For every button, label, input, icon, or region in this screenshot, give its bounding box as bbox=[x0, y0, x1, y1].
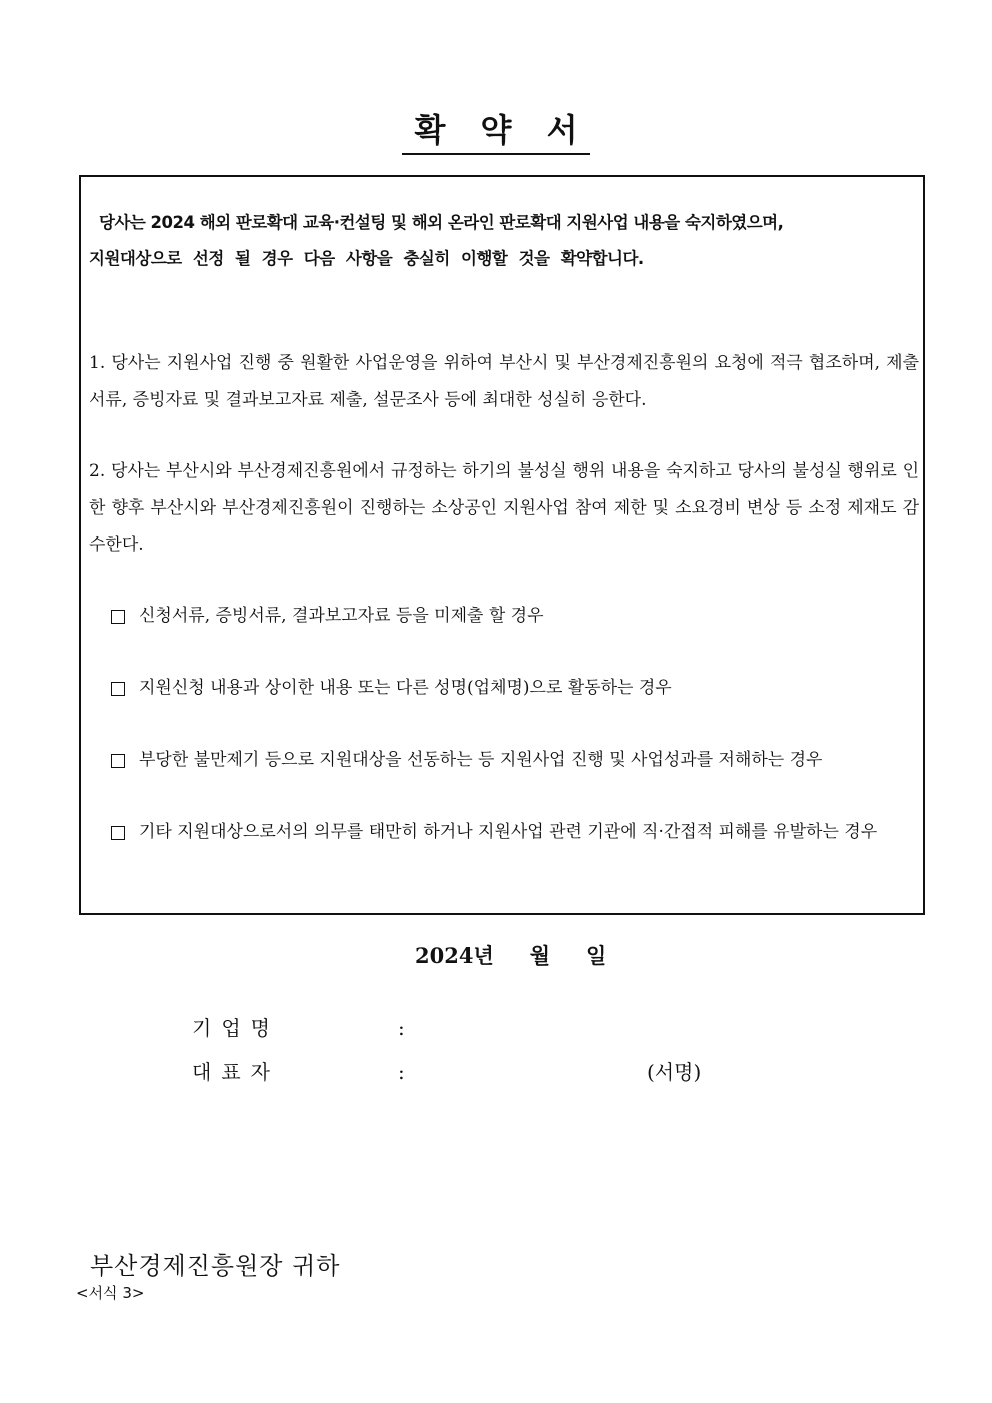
colon: : bbox=[398, 1060, 405, 1084]
company-name-row bbox=[192, 1012, 405, 1041]
checkbox[interactable] bbox=[111, 610, 125, 624]
date-year: 2024년 bbox=[415, 943, 494, 968]
checkbox[interactable] bbox=[111, 682, 125, 696]
checkbox[interactable] bbox=[111, 826, 125, 840]
clause-2: 2. 당사는 부산시와 부산경제진흥원에서 규정하는 하기의 불성실 행위 내용을 숙지하고 당사의 불성실 행위로 인한 향후 부산시와 부산경제진흥원이 진행하는 소상공인 지원사업 참여 제한 및 소요경비 변상 등 소정 제재도 감수한다. bbox=[89, 461, 919, 555]
checklist-item bbox=[111, 814, 919, 850]
checklist-item-text: 신청서류, 증빙서류, 결과보고자료 등을 미제출 할 경우 bbox=[139, 606, 544, 626]
colon: : bbox=[398, 1016, 405, 1040]
intro-line-1: 당사는 2024 해외 판로확대 교육·컨설팅 및 해외 온라인 판로확대 지원사업 내용을 숙지하였으며, bbox=[99, 213, 784, 232]
checklist-item-text: 기타 지원대상으로서의 의무를 태만히 하거나 지원사업 관련 기관에 직·간접적 피해를 유발하는 경우 bbox=[139, 822, 878, 842]
violation-checklist bbox=[111, 598, 919, 886]
signature-seal-label: (서명) bbox=[647, 1060, 702, 1084]
company-name-label: 기업명 bbox=[192, 1016, 280, 1040]
clause-1: 1. 당사는 지원사업 진행 중 원활한 사업운영을 위하여 부산시 및 부산경제진흥원의 요청에 적극 협조하며, 제출서류, 증빙자료 및 결과보고자료 제출, 설문조사 등에 최대한 성실히 응한다. bbox=[89, 353, 919, 410]
checklist-item bbox=[111, 670, 919, 706]
addressee: 부산경제진흥원장 귀하 bbox=[90, 1252, 341, 1280]
checklist-item bbox=[111, 598, 919, 634]
date-month: 월 bbox=[529, 943, 551, 968]
document-title: 확 약 서 bbox=[402, 112, 589, 155]
representative-row bbox=[192, 1056, 702, 1085]
checklist-item-text: 지원신청 내용과 상이한 내용 또는 다른 성명(업체명)으로 활동하는 경우 bbox=[139, 678, 672, 698]
form-number: <서식 3> bbox=[76, 1284, 145, 1302]
checklist-item-text: 부당한 불만제기 등으로 지원대상을 선동하는 등 지원사업 진행 및 사업성과를 저해하는 경우 bbox=[139, 750, 823, 770]
pledge-intro bbox=[89, 205, 919, 277]
representative-label: 대표자 bbox=[192, 1060, 280, 1084]
document-title-wrap bbox=[0, 112, 992, 155]
checklist-item bbox=[111, 742, 919, 778]
pledge-box bbox=[79, 175, 925, 915]
checkbox[interactable] bbox=[111, 754, 125, 768]
date-line bbox=[415, 940, 606, 970]
date-day: 일 bbox=[586, 943, 607, 968]
intro-line-2: 지원대상으로 선정 될 경우 다음 사항을 충실히 이행할 것을 확약합니다. bbox=[89, 249, 644, 268]
